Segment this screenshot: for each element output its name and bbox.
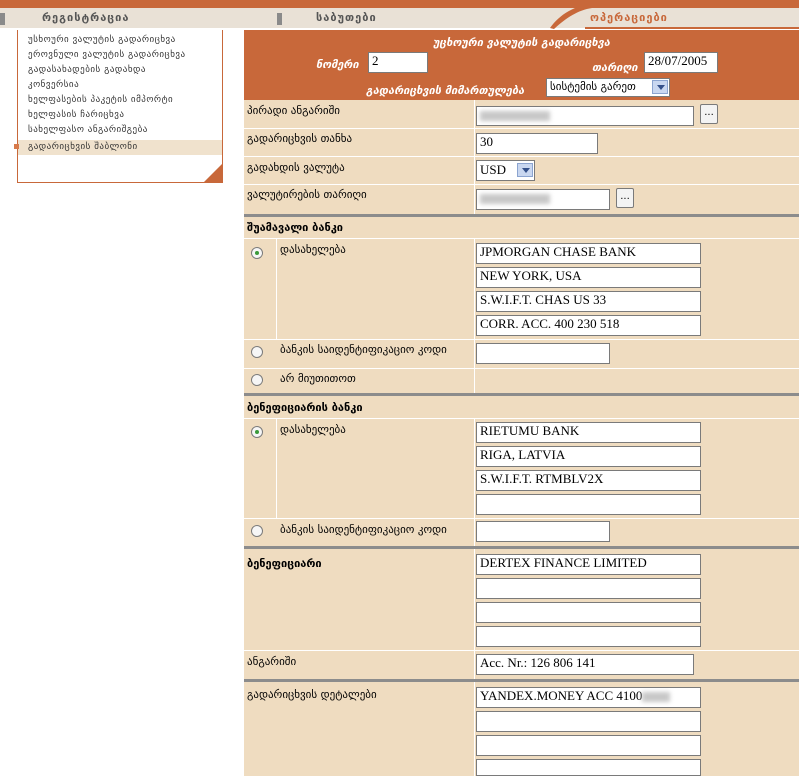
bullet-icon (14, 144, 19, 149)
sidebar-item-foreign-transfer[interactable]: უსხოური ვალუტის გადარიცხვა (28, 35, 176, 45)
beneficiary-line-3[interactable] (476, 602, 701, 623)
intermediary-code-input[interactable] (476, 343, 610, 364)
date-label: თარიღი (592, 61, 638, 74)
beneficiary-line-2[interactable] (476, 578, 701, 599)
beneficiary-title: ბენეფიციარი (247, 557, 322, 570)
active-tab-underline (585, 27, 799, 29)
row-divider (244, 156, 799, 157)
section-separator (244, 679, 799, 682)
row-divider (244, 650, 799, 651)
tab-documents[interactable]: საბუთები (316, 11, 377, 24)
column-divider (474, 418, 475, 546)
column-divider (474, 100, 475, 216)
beneficiary-line-4[interactable] (476, 626, 701, 647)
intermediary-none-radio[interactable] (251, 374, 263, 386)
row-divider (244, 238, 799, 239)
section-separator (244, 214, 799, 217)
amount-label: გადარიცხვის თანხა (247, 132, 353, 145)
intermediary-line-1[interactable]: JPMORGAN CHASE BANK (476, 243, 701, 264)
tab-marker-icon (0, 13, 5, 25)
sidebar-item-salary-import[interactable]: ხელფასების პაკეტის იმპორტი (28, 95, 174, 105)
beneficiary-bank-name-label: დასახელება (280, 423, 346, 436)
date-picker-button[interactable]: ... (616, 188, 634, 208)
sidebar-item-conversion[interactable]: კონვერსია (28, 80, 80, 90)
intermediary-bank-title: შუამავალი ბანკი (247, 221, 344, 234)
masked-date-value (480, 194, 550, 204)
direction-value: სისტემის გარეთ (550, 80, 636, 93)
direction-label: გადარიცხვის მიმართულება (366, 84, 525, 97)
beneficiary-bank-title: ბენეფიციარის ბანკი (247, 401, 363, 414)
number-input[interactable]: 2 (368, 52, 428, 73)
top-accent-bar (0, 0, 799, 8)
chevron-down-icon[interactable] (652, 80, 668, 94)
form-title: უცხოური ვალუტის გადარიცხვა (433, 36, 610, 49)
tab-registration[interactable]: რეგისტრაცია (42, 11, 130, 24)
row-divider (244, 184, 799, 185)
beneficiary-bank-code-radio[interactable] (251, 525, 263, 537)
beneficiary-bank-line-3[interactable]: S.W.I.F.T. RTMBLV2X (476, 470, 701, 491)
details-line-3[interactable] (476, 735, 701, 756)
sidebar-item-transfer-template[interactable] (18, 140, 222, 155)
intermediary-line-4[interactable]: CORR. ACC. 400 230 518 (476, 315, 701, 336)
intermediary-none-label: არ მიუთითოთ (280, 372, 356, 385)
tab-operations[interactable]: ოპერაციები (590, 11, 668, 24)
masked-details-value (642, 692, 670, 702)
section-separator (244, 546, 799, 549)
row-divider (244, 368, 799, 369)
beneficiary-bank-name-radio[interactable] (251, 426, 263, 438)
number-label: ნომერი (316, 58, 359, 71)
sidebar-item-tax-payment[interactable]: გადასახადების გადახდა (28, 65, 146, 75)
currency-select[interactable] (476, 160, 535, 181)
currency-value: USD (480, 162, 507, 177)
date-input[interactable]: 28/07/2005 (644, 52, 718, 73)
transfer-form (244, 30, 799, 776)
beneficiary-bank-line-1[interactable]: RIETUMU BANK (476, 422, 701, 443)
beneficiary-bank-code-input[interactable] (476, 521, 610, 542)
details-label: გადარიცხვის დეტალები (247, 688, 377, 701)
row-divider (244, 339, 799, 340)
intermediary-code-label: ბანკის საიდენტიფიკაციო კოდი (280, 343, 447, 356)
beneficiary-account-input[interactable]: Acc. Nr.: 126 806 141 (476, 654, 694, 675)
sidebar-item-label: გადარიცხვის შაბლონი (28, 142, 138, 152)
column-divider (276, 238, 277, 339)
sidebar-item-salary-credit[interactable]: ხელფასის ჩარიცხვა (28, 110, 125, 120)
details-line-1-text: YANDEX.MONEY ACC 4100 (480, 688, 643, 703)
sidebar-item-salary-report[interactable]: სახელფასო ანგარიშგება (28, 125, 148, 135)
row-divider (244, 418, 799, 419)
section-separator (244, 393, 799, 396)
beneficiary-bank-code-label: ბანკის საიდენტიფიკაციო კოდი (280, 523, 447, 536)
column-divider (474, 238, 475, 395)
column-divider (276, 418, 277, 518)
account-picker-button[interactable]: ... (700, 104, 718, 124)
amount-input[interactable]: 30 (476, 133, 598, 154)
direction-select[interactable] (546, 78, 670, 97)
form-header (244, 30, 799, 100)
account-input[interactable] (476, 106, 694, 126)
sidebar-menu (17, 30, 223, 183)
account-label: პირადი ანგარიში (247, 104, 340, 117)
intermediary-name-label: დასახელება (280, 243, 346, 256)
details-line-2[interactable] (476, 711, 701, 732)
value-date-label: ვალუტირების თარიღი (247, 188, 367, 201)
row-divider (244, 518, 799, 519)
currency-label: გადახდის ვალუტა (247, 161, 345, 174)
intermediary-code-radio[interactable] (251, 346, 263, 358)
intermediary-name-radio[interactable] (251, 247, 263, 259)
intermediary-line-3[interactable]: S.W.I.F.T. CHAS US 33 (476, 291, 701, 312)
row-divider (244, 128, 799, 129)
intermediary-line-2[interactable]: NEW YORK, USA (476, 267, 701, 288)
tab-marker-icon (277, 13, 282, 25)
sidebar-item-national-transfer[interactable]: ეროვნული ვალუტის გადარიცხვა (28, 50, 186, 60)
value-date-input[interactable] (476, 189, 610, 210)
chevron-down-icon[interactable] (517, 163, 533, 177)
beneficiary-account-label: ანგარიში (247, 655, 297, 668)
corner-decoration (204, 164, 222, 182)
column-divider (474, 682, 475, 776)
beneficiary-bank-line-4[interactable] (476, 494, 701, 515)
beneficiary-bank-line-2[interactable]: RIGA, LATVIA (476, 446, 701, 467)
column-divider (474, 549, 475, 679)
beneficiary-line-1[interactable]: DERTEX FINANCE LIMITED (476, 554, 701, 575)
details-line-1[interactable] (476, 687, 701, 708)
details-line-4[interactable] (476, 759, 701, 776)
masked-account-value (480, 111, 550, 121)
